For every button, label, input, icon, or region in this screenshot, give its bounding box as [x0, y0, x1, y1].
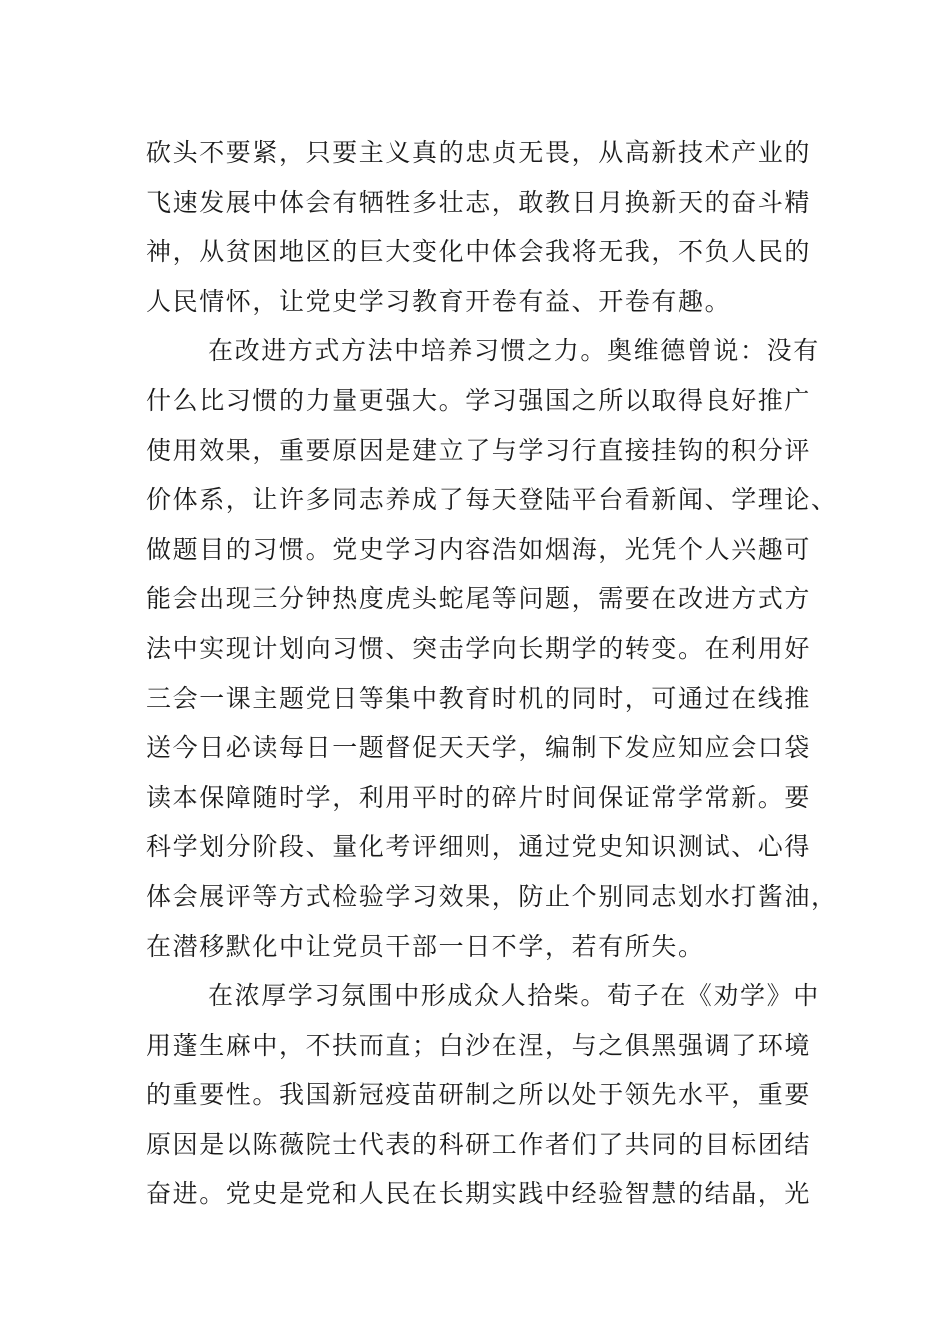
- text-line: 在潜移默化中让党员干部一日不学，若有所失。: [146, 931, 705, 961]
- text-line: 法中实现计划向习惯、突击学向长期学的转变。在利用好: [146, 633, 812, 663]
- body-text: [146, 128, 838, 1219]
- text-line: 用蓬生麻中，不扶而直；白沙在涅，与之俱黑强调了环境: [146, 1030, 812, 1060]
- text-line: 做题目的习惯。党史学习内容浩如烟海，光凭个人兴趣可: [146, 534, 812, 564]
- text-line: 什么比习惯的力量更强大。学习强国之所以取得良好推广: [146, 385, 812, 415]
- text-line: 在浓厚学习氛围中形成众人拾柴。荀子在《劝学》中: [208, 981, 820, 1011]
- text-line: 奋进。党史是党和人民在长期实践中经验智慧的结晶，光: [146, 1179, 812, 1209]
- text-line: 使用效果，重要原因是建立了与学习行直接挂钩的积分评: [146, 435, 812, 465]
- text-line: 的重要性。我国新冠疫苗研制之所以处于领先水平，重要: [146, 1080, 812, 1110]
- text-line: 能会出现三分钟热度虎头蛇尾等问题，需要在改进方式方: [146, 584, 812, 614]
- text-line: 原因是以陈薇院士代表的科研工作者们了共同的目标团结: [146, 1129, 812, 1159]
- text-line: 读本保障随时学，利用平时的碎片时间保证常学常新。要: [146, 782, 812, 812]
- text-line: 神，从贫困地区的巨大变化中体会我将无我，不负人民的: [146, 237, 812, 267]
- text-line: 砍头不要紧，只要主义真的忠贞无畏，从高新技术产业的: [146, 138, 812, 167]
- text-line: 三会一课主题党日等集中教育时机的同时，可通过在线推: [146, 683, 812, 713]
- text-line: 在改进方式方法中培养习惯之力。奥维德曾说：没有: [208, 336, 820, 366]
- text-line: 价体系，让许多同志养成了每天登陆平台看新闻、学理论、: [146, 485, 838, 515]
- text-line: 科学划分阶段、量化考评细则，通过党史知识测试、心得: [146, 832, 812, 862]
- text-line: 人民情怀，让党史学习教育开卷有益、开卷有趣。: [146, 286, 732, 316]
- text-line: 飞速发展中体会有牺牲多壮志，敢教日月换新天的奋斗精: [146, 187, 812, 217]
- text-line: 送今日必读每日一题督促天天学，编制下发应知应会口袋: [146, 733, 812, 763]
- text-line: 体会展评等方式检验学习效果，防止个别同志划水打酱油，: [146, 881, 838, 911]
